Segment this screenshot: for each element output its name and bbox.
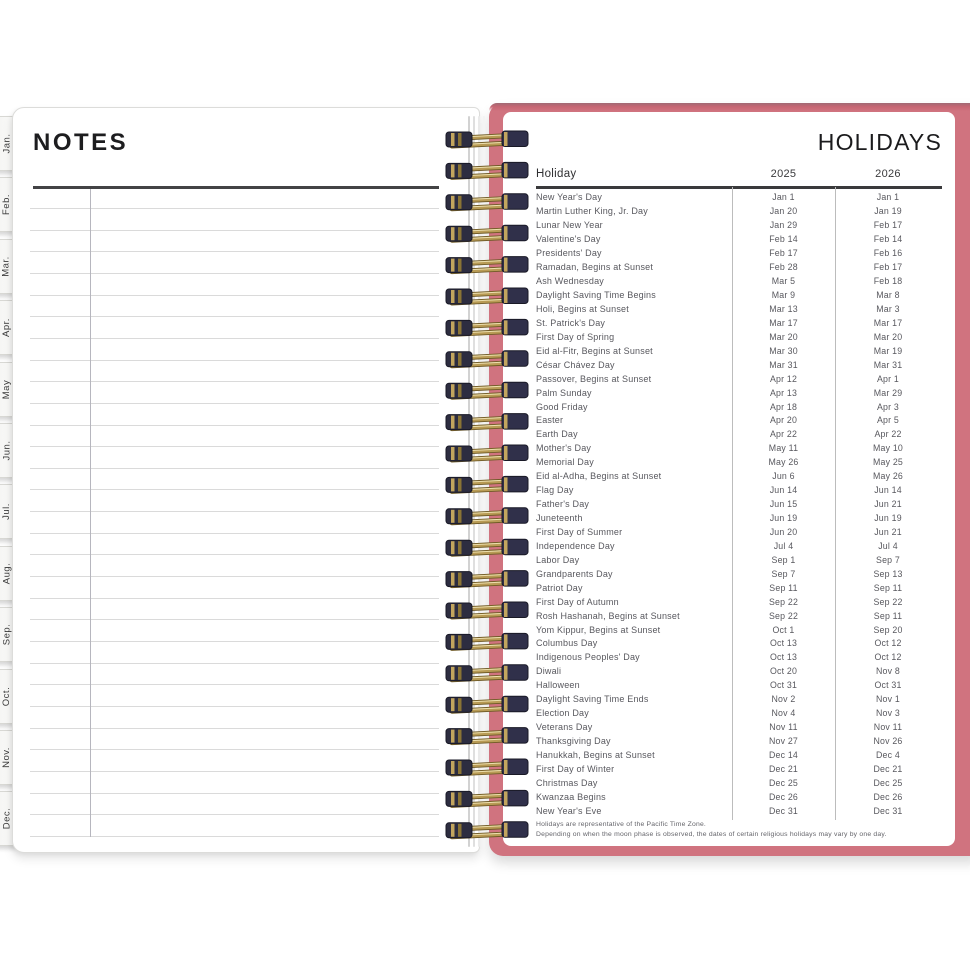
holiday-name: Thanksgiving Day xyxy=(536,736,611,747)
holiday-date-2025: Dec 25 xyxy=(768,777,799,788)
holiday-date-2026: Jul 4 xyxy=(878,540,898,551)
ruled-line xyxy=(30,338,439,339)
holiday-name: Juneteenth xyxy=(536,513,583,524)
holiday-date-2025: Oct 13 xyxy=(769,638,798,649)
wire-coil xyxy=(446,225,528,241)
month-tab-label: Apr. xyxy=(1,318,12,338)
holiday-date-2025: Mar 30 xyxy=(769,345,798,356)
holiday-name: Eid al-Fitr, Begins at Sunset xyxy=(536,345,653,356)
spiral-binding xyxy=(438,119,538,847)
ruled-line xyxy=(30,360,439,361)
holiday-date-2025: Apr 13 xyxy=(769,387,798,398)
holiday-name: Eid al-Adha, Begins at Sunset xyxy=(536,471,662,482)
holiday-date-2026: Sep 13 xyxy=(873,568,903,579)
holiday-row xyxy=(536,678,941,692)
notes-margin-line xyxy=(90,189,91,837)
holiday-date-2026: Dec 21 xyxy=(873,763,903,774)
column-separator xyxy=(835,187,836,820)
holiday-row xyxy=(536,539,941,553)
holiday-date-2025: Jun 6 xyxy=(772,471,795,482)
holiday-row xyxy=(536,483,941,497)
holiday-date-2026: Apr 1 xyxy=(876,373,900,384)
ruled-line xyxy=(30,749,439,750)
holiday-row xyxy=(536,595,941,609)
footnote-line: Depending on when the moon phase is observed, the dates of certain religious holidays may vary by one day. xyxy=(536,830,887,838)
ruled-line xyxy=(30,554,439,555)
holiday-date-2025: Oct 1 xyxy=(772,624,795,635)
holiday-date-2025: Oct 31 xyxy=(769,680,798,691)
holiday-date-2025: Nov 4 xyxy=(771,708,796,719)
holiday-date-2025: Jun 20 xyxy=(769,526,798,537)
wire-coil xyxy=(446,790,528,806)
holiday-row xyxy=(536,455,941,469)
holiday-date-2025: Feb 14 xyxy=(769,234,798,245)
holiday-name: Ash Wednesday xyxy=(536,276,604,287)
holiday-row xyxy=(536,246,941,260)
holiday-date-2025: Apr 22 xyxy=(769,429,798,440)
holiday-date-2025: Nov 11 xyxy=(769,722,798,733)
wire-coil xyxy=(446,382,528,398)
holiday-row xyxy=(536,623,941,637)
holiday-row xyxy=(536,734,941,748)
holiday-name: Martin Luther King, Jr. Day xyxy=(536,206,648,217)
wire-coil xyxy=(446,414,528,430)
month-tab-label: Feb. xyxy=(0,194,12,216)
holiday-date-2026: Jan 19 xyxy=(874,206,902,217)
ruled-line xyxy=(30,641,439,642)
holiday-date-2026: Apr 3 xyxy=(876,401,900,412)
holiday-name: Yom Kippur, Begins at Sunset xyxy=(536,624,661,635)
holiday-date-2025: Oct 20 xyxy=(769,666,798,677)
holidays-page xyxy=(503,112,955,846)
holiday-name: Holi, Begins at Sunset xyxy=(536,303,629,314)
wire-coil xyxy=(446,131,528,147)
holiday-date-2026: Jun 21 xyxy=(874,499,902,510)
holiday-row xyxy=(536,344,941,358)
holiday-row xyxy=(536,706,941,720)
holiday-row xyxy=(536,581,941,595)
holiday-row xyxy=(536,260,941,274)
ruled-line xyxy=(30,576,439,577)
holiday-date-2026: Jun 21 xyxy=(874,526,902,537)
notes-header-rule xyxy=(33,186,439,189)
holiday-date-2025: Dec 21 xyxy=(768,763,799,774)
holiday-date-2026: Oct 12 xyxy=(874,652,902,663)
holiday-date-2026: Jun 14 xyxy=(874,485,902,496)
holiday-name: First Day of Summer xyxy=(536,526,623,537)
wire-coil xyxy=(446,665,528,681)
holidays-table-header xyxy=(536,168,941,180)
holiday-row xyxy=(536,330,941,344)
holiday-date-2025: Oct 13 xyxy=(769,652,798,663)
wire-coil xyxy=(446,728,528,744)
ruled-line xyxy=(30,446,439,447)
holiday-date-2026: May 10 xyxy=(872,443,904,454)
holiday-date-2026: Feb 14 xyxy=(873,234,903,245)
holiday-name: Mother's Day xyxy=(536,443,592,454)
holiday-row xyxy=(536,804,941,818)
table-header-rule xyxy=(536,186,942,189)
holiday-name: Grandparents Day xyxy=(536,568,613,579)
holiday-name: Hanukkah, Begins at Sunset xyxy=(536,749,655,760)
holiday-date-2025: Mar 20 xyxy=(769,331,798,342)
holiday-date-2026: Sep 22 xyxy=(873,596,903,607)
holiday-row xyxy=(536,609,941,623)
holiday-name: Palm Sunday xyxy=(536,387,592,398)
holiday-row xyxy=(536,664,941,678)
holiday-name: Kwanzaa Begins xyxy=(536,791,606,802)
wire-coil xyxy=(446,508,528,524)
holiday-name: Memorial Day xyxy=(536,457,594,468)
holiday-row xyxy=(536,302,941,316)
holiday-date-2025: Dec 14 xyxy=(768,749,799,760)
column-header-2026: 2026 xyxy=(875,168,901,180)
holiday-row xyxy=(536,274,941,288)
ruled-line xyxy=(30,208,439,209)
month-tab-label: May xyxy=(0,379,12,399)
wire-coil xyxy=(446,445,528,461)
wire-coil xyxy=(446,257,528,273)
holiday-date-2026: Sep 11 xyxy=(873,582,903,593)
holiday-row xyxy=(536,414,941,428)
holiday-date-2025: Sep 11 xyxy=(769,582,798,593)
month-tab-label: Aug. xyxy=(0,562,12,585)
holiday-date-2025: Nov 2 xyxy=(771,694,796,705)
holiday-name: César Chávez Day xyxy=(536,359,615,370)
ruled-line xyxy=(30,771,439,772)
holiday-date-2025: Feb 17 xyxy=(769,248,798,259)
holiday-name: Columbus Day xyxy=(536,638,598,649)
wire-coil xyxy=(446,288,528,304)
holiday-date-2026: Mar 20 xyxy=(873,331,903,342)
holiday-date-2026: Mar 19 xyxy=(873,345,903,356)
holiday-name: Diwali xyxy=(536,666,562,677)
holiday-row xyxy=(536,650,941,664)
ruled-line xyxy=(30,706,439,707)
holiday-date-2026: Apr 22 xyxy=(874,429,902,440)
holiday-row xyxy=(536,762,941,776)
column-separator xyxy=(732,187,733,820)
holiday-date-2026: Jun 19 xyxy=(874,513,902,524)
holiday-date-2026: Sep 11 xyxy=(873,610,903,621)
holiday-name: Presidents' Day xyxy=(536,248,602,259)
holiday-name: Father's Day xyxy=(536,499,590,510)
month-tab-label: Jun. xyxy=(1,440,12,461)
holiday-name: Indigenous Peoples' Day xyxy=(536,652,640,663)
holiday-name: Good Friday xyxy=(536,401,588,412)
holiday-date-2025: Jun 19 xyxy=(769,513,798,524)
ruled-line xyxy=(30,598,439,599)
holiday-date-2026: Feb 18 xyxy=(873,276,903,287)
holiday-row xyxy=(536,525,941,539)
ruled-line xyxy=(30,489,439,490)
ruled-line xyxy=(30,836,439,837)
holiday-name: Daylight Saving Time Ends xyxy=(536,694,649,705)
holiday-date-2026: Dec 31 xyxy=(873,805,903,816)
footnote-line: Holidays are representative of the Pacific Time Zone. xyxy=(536,821,707,828)
holiday-date-2025: Sep 1 xyxy=(771,554,796,565)
holiday-name: Patriot Day xyxy=(536,582,583,593)
holiday-date-2025: Apr 18 xyxy=(769,401,798,412)
holiday-date-2026: May 26 xyxy=(872,471,904,482)
holiday-name: Ramadan, Begins at Sunset xyxy=(536,262,654,273)
holiday-name: Earth Day xyxy=(536,429,578,440)
holiday-date-2026: Nov 8 xyxy=(876,666,900,677)
holiday-row xyxy=(536,288,941,302)
holiday-row xyxy=(536,191,941,205)
holiday-name: New Year's Day xyxy=(536,192,603,203)
holiday-name: First Day of Winter xyxy=(536,763,615,774)
holiday-date-2025: Mar 5 xyxy=(771,276,796,287)
holiday-name: First Day of Autumn xyxy=(536,596,619,607)
ruled-line xyxy=(30,728,439,729)
holiday-date-2026: Mar 3 xyxy=(876,303,900,314)
ruled-line xyxy=(30,425,439,426)
holiday-date-2026: Apr 5 xyxy=(876,415,900,426)
holiday-date-2026: Mar 29 xyxy=(873,387,903,398)
holiday-date-2025: Mar 9 xyxy=(771,290,796,301)
holiday-name: Rosh Hashanah, Begins at Sunset xyxy=(536,610,680,621)
holiday-row xyxy=(536,790,941,804)
ruled-line xyxy=(30,663,439,664)
holiday-date-2026: Oct 31 xyxy=(874,680,902,691)
wire-coil xyxy=(446,571,528,587)
holiday-date-2025: Jun 15 xyxy=(769,499,798,510)
month-tab-label: Oct. xyxy=(0,686,12,706)
holiday-row xyxy=(536,400,941,414)
holiday-date-2025: Mar 17 xyxy=(769,317,798,328)
ruled-line xyxy=(30,251,439,252)
holiday-date-2026: Feb 17 xyxy=(873,220,903,231)
wire-coil xyxy=(446,759,528,775)
holidays-table-body xyxy=(536,191,941,818)
holiday-date-2026: May 25 xyxy=(872,457,904,468)
holiday-date-2025: Apr 12 xyxy=(769,373,798,384)
holiday-date-2025: Jan 20 xyxy=(769,206,798,217)
planner-cover xyxy=(489,103,970,856)
holiday-date-2025: Dec 26 xyxy=(768,791,799,802)
holiday-row xyxy=(536,637,941,651)
holiday-row xyxy=(536,218,941,232)
holiday-date-2025: Dec 31 xyxy=(768,805,799,816)
holiday-row xyxy=(536,567,941,581)
holiday-date-2025: May 26 xyxy=(768,457,799,468)
ruled-line xyxy=(30,316,439,317)
holiday-name: Labor Day xyxy=(536,554,580,565)
holiday-row xyxy=(536,232,941,246)
holiday-date-2025: Sep 22 xyxy=(768,610,799,621)
month-tab-label: Mar. xyxy=(0,256,12,277)
holiday-date-2026: Nov 11 xyxy=(873,722,903,733)
holiday-date-2025: May 11 xyxy=(768,443,799,454)
holiday-date-2026: Dec 25 xyxy=(873,777,903,788)
wire-coil xyxy=(446,162,528,178)
holiday-date-2026: Feb 17 xyxy=(873,262,903,273)
holiday-name: Election Day xyxy=(536,708,589,719)
notes-page xyxy=(12,107,480,853)
ruled-line xyxy=(30,814,439,815)
holiday-name: Easter xyxy=(536,415,564,426)
ruled-line xyxy=(30,793,439,794)
holiday-date-2026: Sep 7 xyxy=(876,554,900,565)
notes-title: NOTES xyxy=(33,129,129,156)
holiday-name: Valentine's Day xyxy=(536,234,601,245)
holiday-date-2025: Mar 31 xyxy=(769,359,798,370)
wire-coil xyxy=(446,194,528,210)
wire-coil xyxy=(446,602,528,618)
holiday-row xyxy=(536,511,941,525)
wire-coil xyxy=(446,822,528,838)
wire-coil xyxy=(446,633,528,649)
footnotes xyxy=(536,820,887,839)
holiday-date-2026: Mar 8 xyxy=(876,290,900,301)
holiday-name: First Day of Spring xyxy=(536,331,615,342)
ruled-line xyxy=(30,403,439,404)
holiday-row xyxy=(536,427,941,441)
ruled-line xyxy=(30,684,439,685)
holiday-row xyxy=(536,316,941,330)
month-tab-label: Jul. xyxy=(0,503,12,521)
holiday-date-2026: Dec 4 xyxy=(876,749,900,760)
holiday-name: Halloween xyxy=(536,680,580,691)
holiday-date-2025: Sep 22 xyxy=(768,596,799,607)
ruled-line xyxy=(30,533,439,534)
holiday-name: St. Patrick's Day xyxy=(536,317,606,328)
ruled-line xyxy=(30,381,439,382)
holiday-date-2026: Nov 1 xyxy=(876,694,900,705)
ruled-line xyxy=(30,511,439,512)
holiday-row xyxy=(536,776,941,790)
ruled-line xyxy=(30,273,439,274)
holiday-name: Independence Day xyxy=(536,540,615,551)
holiday-date-2025: Mar 13 xyxy=(769,303,798,314)
holiday-name: Christmas Day xyxy=(536,777,598,788)
ruled-line xyxy=(30,295,439,296)
holiday-row xyxy=(536,204,941,218)
holiday-date-2026: Dec 26 xyxy=(873,791,903,802)
holiday-row xyxy=(536,441,941,455)
holiday-date-2025: Nov 27 xyxy=(768,736,799,747)
holiday-name: Lunar New Year xyxy=(536,220,603,231)
holidays-title: HOLIDAYS xyxy=(817,129,942,155)
holiday-row xyxy=(536,553,941,567)
month-tab-label: Nov. xyxy=(1,747,12,768)
ruled-line xyxy=(30,230,439,231)
holiday-date-2026: Mar 31 xyxy=(873,359,903,370)
ruled-line xyxy=(30,619,439,620)
holiday-name: Flag Day xyxy=(536,485,574,496)
holiday-date-2025: Jan 1 xyxy=(772,192,795,203)
holiday-name: Passover, Begins at Sunset xyxy=(536,373,652,384)
holiday-date-2026: Nov 26 xyxy=(873,736,903,747)
holiday-date-2025: Apr 20 xyxy=(769,415,798,426)
holiday-row xyxy=(536,386,941,400)
holiday-date-2026: Feb 16 xyxy=(873,248,903,259)
holiday-row xyxy=(536,358,941,372)
holiday-date-2026: Jan 1 xyxy=(876,192,900,203)
holiday-date-2025: Jan 29 xyxy=(769,220,798,231)
holiday-date-2026: Oct 12 xyxy=(874,638,902,649)
month-tab-label: Jan. xyxy=(1,133,12,154)
wire-coil xyxy=(446,351,528,367)
wire-coil xyxy=(446,319,528,335)
ruled-line xyxy=(30,468,439,469)
column-header-2025: 2025 xyxy=(770,168,797,180)
column-header-holiday: Holiday xyxy=(536,168,577,180)
holiday-name: Daylight Saving Time Begins xyxy=(536,290,656,301)
wire-coil xyxy=(446,476,528,492)
holiday-date-2025: Sep 7 xyxy=(771,568,796,579)
holiday-date-2025: Jun 14 xyxy=(769,485,798,496)
month-tab-label: Dec. xyxy=(0,808,12,830)
holiday-date-2026: Mar 17 xyxy=(873,317,903,328)
wire-coil xyxy=(446,696,528,712)
holiday-date-2025: Feb 28 xyxy=(769,262,798,273)
holiday-row xyxy=(536,748,941,762)
holiday-date-2025: Jul 4 xyxy=(773,540,794,551)
holiday-date-2026: Nov 3 xyxy=(876,708,900,719)
holiday-row xyxy=(536,692,941,706)
holiday-name: Veterans Day xyxy=(536,722,593,733)
holiday-row xyxy=(536,720,941,734)
month-tab-label: Sep. xyxy=(0,623,12,646)
wire-coil xyxy=(446,539,528,555)
holiday-name: New Year's Eve xyxy=(536,805,602,816)
holiday-row xyxy=(536,469,941,483)
holiday-row xyxy=(536,497,941,511)
holiday-row xyxy=(536,372,941,386)
holiday-date-2026: Sep 20 xyxy=(873,624,903,635)
